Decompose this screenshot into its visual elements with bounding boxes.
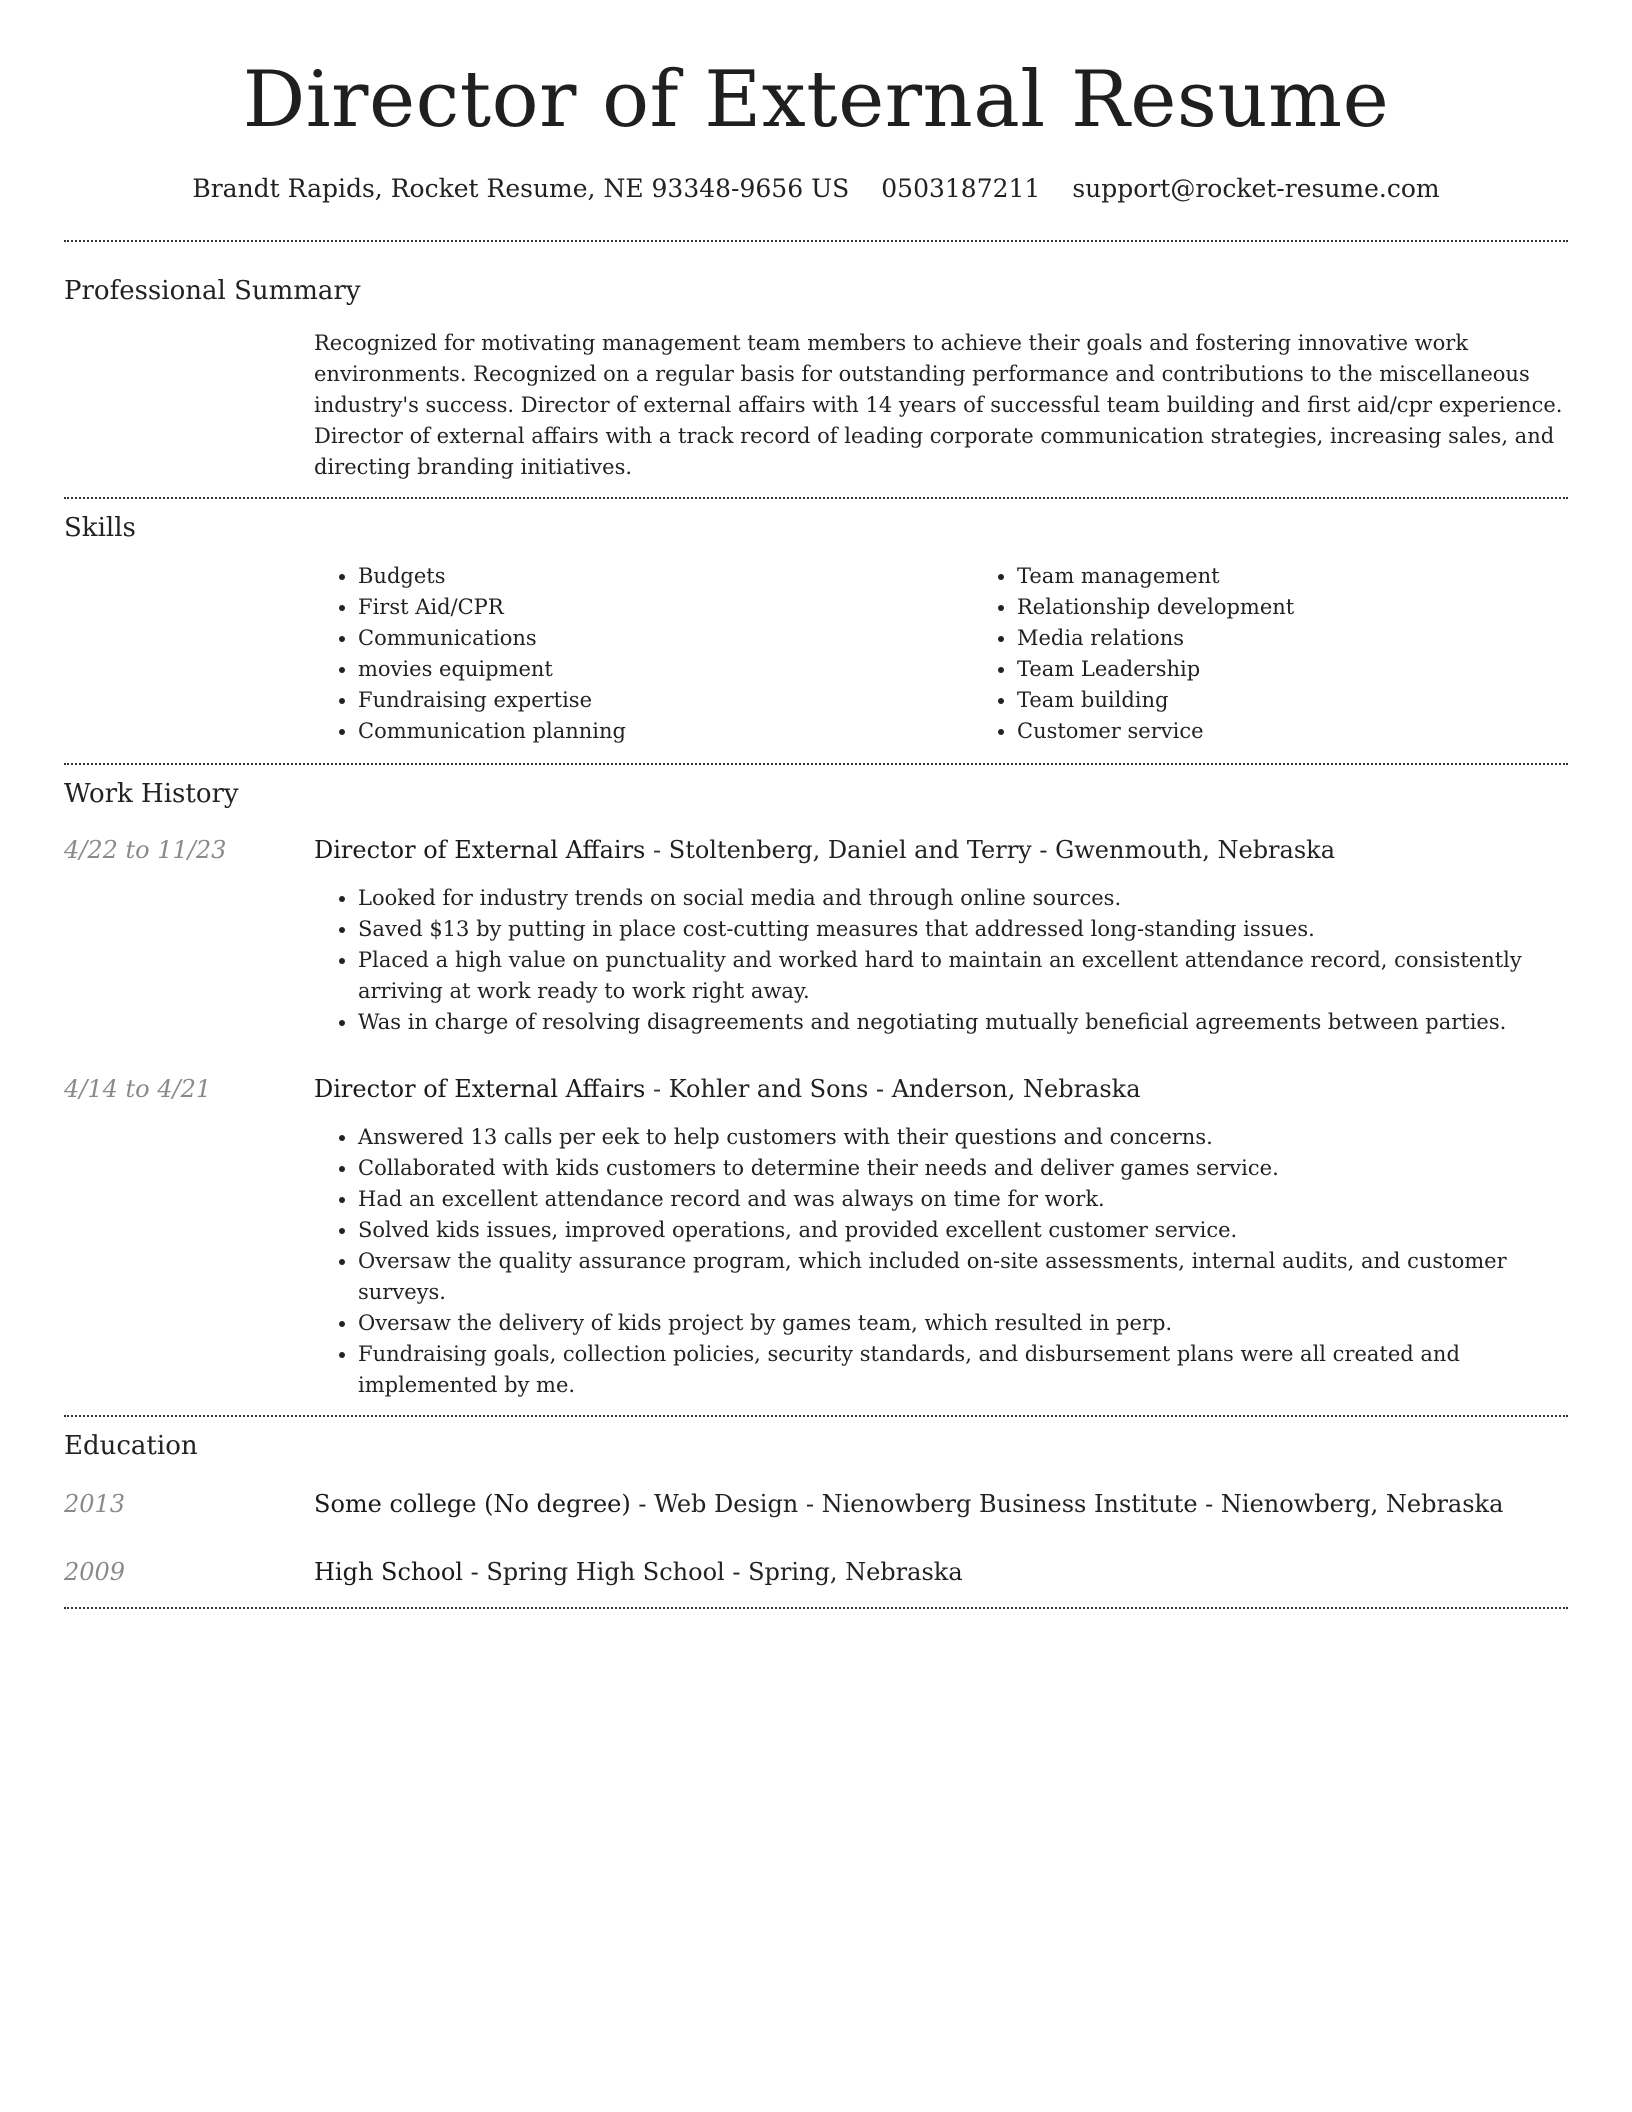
education-entry: [64, 1487, 1568, 1521]
job-bullet: • Collaborated with kids customers to determine their needs and deliver games service.: [358, 1153, 1568, 1184]
job-title: Director of External Affairs: [314, 836, 646, 864]
job-bullet: • Oversaw the delivery of kids project by games team, which resulted in perp.: [358, 1308, 1568, 1339]
contact-email: support@rocket-resume.com: [1072, 174, 1440, 203]
job-entry: [64, 833, 1568, 1038]
education-degree: Some college (No degree): [314, 1490, 631, 1518]
job-bullets: [314, 1122, 1568, 1401]
job-separator: -: [645, 1075, 669, 1103]
skills-section: [64, 499, 1568, 747]
resume-header: [64, 48, 1568, 206]
job-heading: [314, 1072, 1568, 1106]
job-bullet: • Oversaw the quality assurance program, which included on-site assessments, internal audits, and customer surveys.: [358, 1246, 1568, 1308]
job-separator: -: [645, 836, 669, 864]
skill-item: • Relationship development: [1017, 592, 1632, 623]
skills-heading: Skills: [64, 513, 136, 543]
contact-address: Brandt Rapids, Rocket Resume, NE 93348-9656 US: [192, 174, 850, 203]
job-bullet: • Was in charge of resolving disagreements and negotiating mutually beneficial agreements between parties.: [358, 1007, 1568, 1038]
skill-item: • Team building: [1017, 685, 1632, 716]
skill-item: • movies equipment: [358, 654, 973, 685]
contact-line: [64, 172, 1568, 206]
education-section: [64, 1417, 1568, 1589]
skills-list-left: [314, 561, 973, 747]
summary-text: Recognized for motivating management team members to achieve their goals and fostering innovative work environments. Recognized on a regular basis for outstanding performance and contributions to the miscellaneous industry's success. Director of external affairs with 14 years of successful team building and first aid/cpr experience. Director of external affairs with a track record of leading corporate communication strategies, increasing sales, and directing branding initiatives.: [314, 331, 1563, 479]
education-heading-line: [314, 1487, 1568, 1521]
job-bullet: • Saved $13 by putting in place cost-cutting measures that addressed long-standing issues.: [358, 914, 1568, 945]
job-bullet: • Solved kids issues, improved operations, and provided excellent customer service.: [358, 1215, 1568, 1246]
skill-item: • Customer service: [1017, 716, 1632, 747]
job-dates: 4/22 to 11/23: [64, 836, 227, 864]
job-details: Kohler and Sons - Anderson, Nebraska: [668, 1075, 1141, 1103]
summary-section: [64, 242, 1568, 483]
summary-heading: Professional Summary: [64, 276, 361, 306]
skill-item: • Budgets: [358, 561, 973, 592]
job-details: Stoltenberg, Daniel and Terry - Gwenmouth, Nebraska: [668, 836, 1336, 864]
education-heading-line: [314, 1555, 1568, 1589]
skill-item: • First Aid/CPR: [358, 592, 973, 623]
job-bullet: • Fundraising goals, collection policies, security standards, and disbursement plans were all created and implemented by me.: [358, 1339, 1568, 1401]
work-section: [64, 765, 1568, 1401]
skill-item: • Team Leadership: [1017, 654, 1632, 685]
education-year: 2013: [64, 1490, 126, 1518]
job-dates: 4/14 to 4/21: [64, 1075, 212, 1103]
education-degree: High School: [314, 1558, 463, 1586]
skill-item: • Team management: [1017, 561, 1632, 592]
job-bullets: [314, 883, 1568, 1038]
education-details: - Web Design - Nienowberg Business Institute - Nienowberg, Nebraska: [630, 1490, 1504, 1518]
job-bullet: • Looked for industry trends on social media and through online sources.: [358, 883, 1568, 914]
job-heading: [314, 833, 1568, 867]
skill-item: • Media relations: [1017, 623, 1632, 654]
education-details: - Spring High School - Spring, Nebraska: [462, 1558, 963, 1586]
skill-item: • Fundraising expertise: [358, 685, 973, 716]
resume-title: Director of External Resume: [242, 55, 1390, 145]
skill-item: • Communications: [358, 623, 973, 654]
education-year: 2009: [64, 1558, 126, 1586]
contact-phone: 0503187211: [881, 174, 1041, 203]
section-divider: [64, 1607, 1568, 1609]
work-heading: Work History: [64, 779, 239, 809]
job-bullet: • Placed a high value on punctuality and worked hard to maintain an excellent attendance record, consistently arriving at work ready to work right away.: [358, 945, 1568, 1007]
skills-list-right: [973, 561, 1632, 747]
education-heading: Education: [64, 1431, 198, 1461]
job-entry: [64, 1072, 1568, 1401]
job-bullet: • Answered 13 calls per eek to help customers with their questions and concerns.: [358, 1122, 1568, 1153]
job-title: Director of External Affairs: [314, 1075, 646, 1103]
education-entry: [64, 1555, 1568, 1589]
skill-item: • Communication planning: [358, 716, 973, 747]
job-bullet: • Had an excellent attendance record and was always on time for work.: [358, 1184, 1568, 1215]
